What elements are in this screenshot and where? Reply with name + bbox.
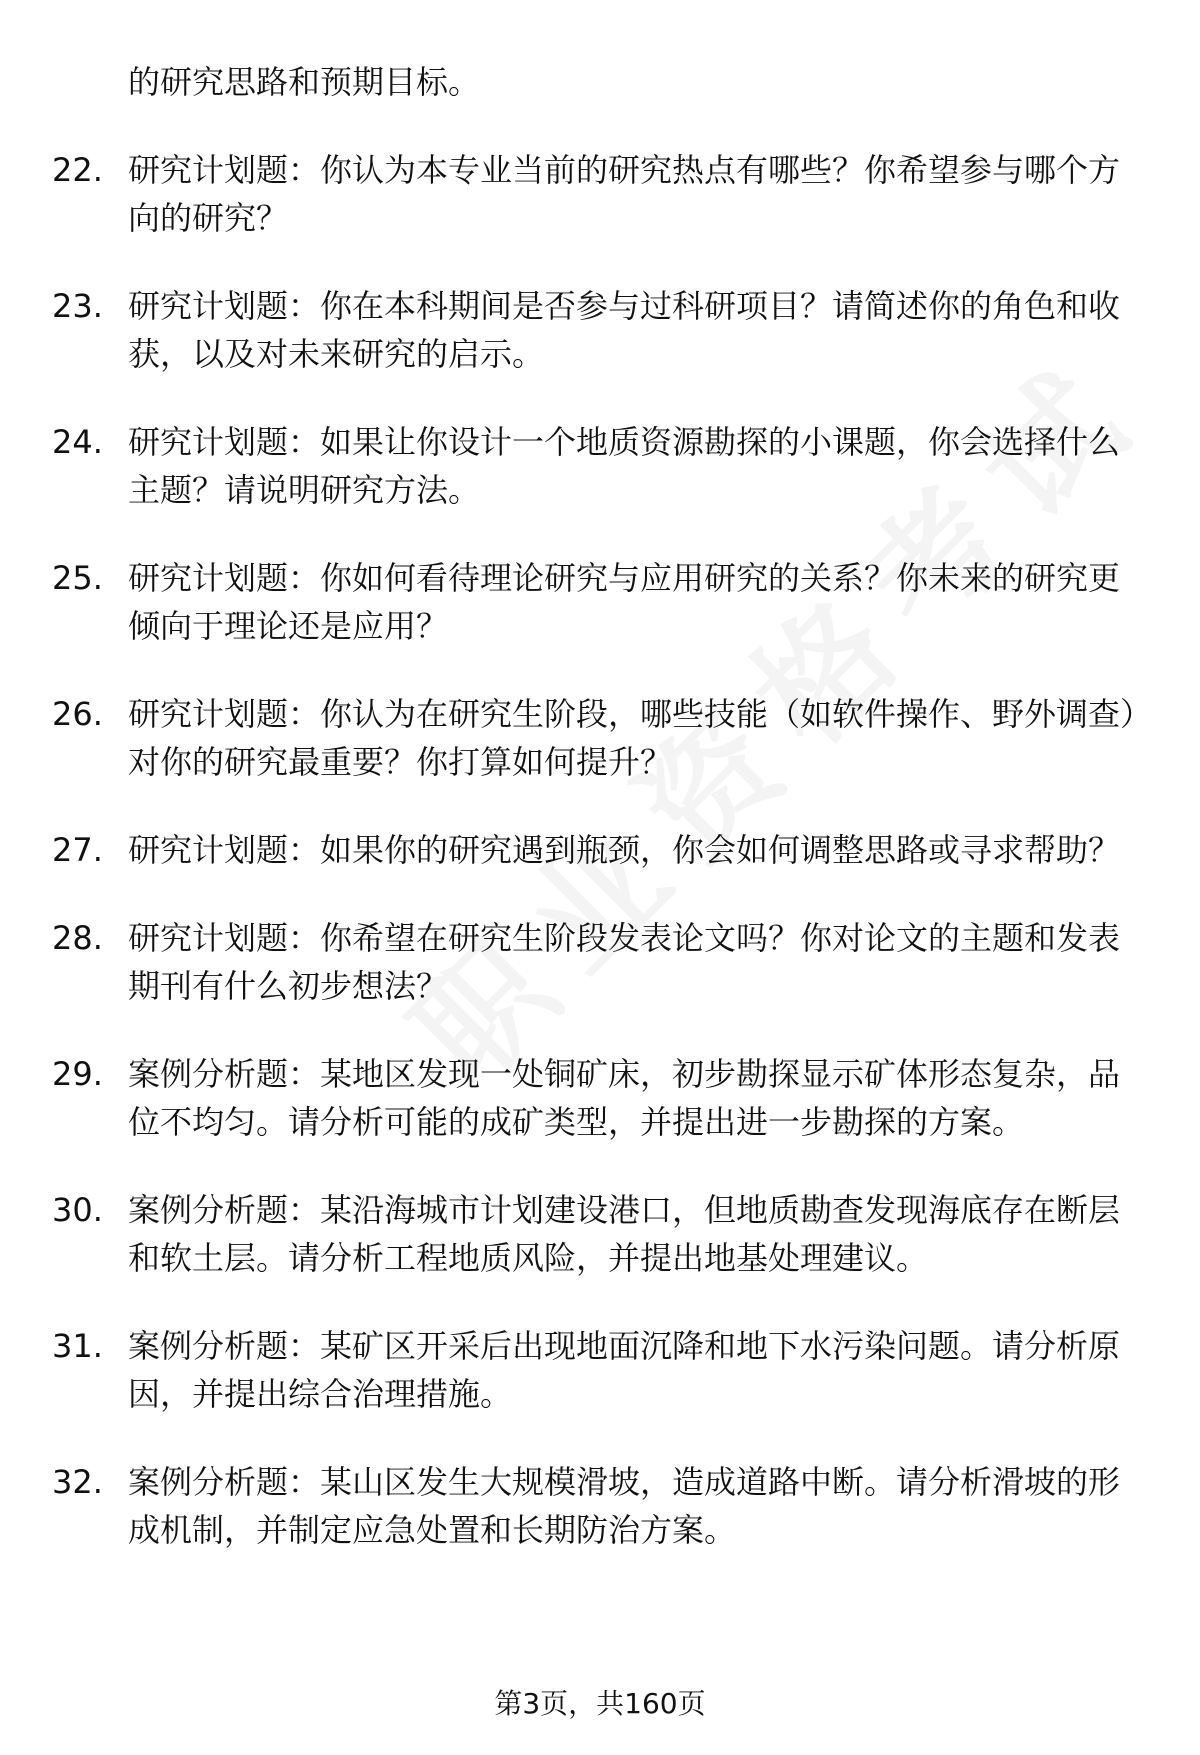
page-content <box>0 58 1200 1594</box>
question-number: 30. <box>52 1191 103 1229</box>
question-number: 27. <box>52 831 103 869</box>
question-text: 研究计划题：你认为在研究生阶段，哪些技能（如软件操作、野外调查）对你的研究最重要？你打算如何提升？ <box>128 695 1137 781</box>
question-item <box>0 282 1200 378</box>
question-number: 31. <box>52 1327 103 1365</box>
question-item <box>0 690 1200 786</box>
question-number: 24. <box>52 423 103 461</box>
question-text: 案例分析题：某山区发生大规模滑坡，造成道路中断。请分析滑坡的形成机制，并制定应急处置和长期防治方案。 <box>128 1463 1121 1549</box>
question-text: 案例分析题：某地区发现一处铜矿床，初步勘探显示矿体形态复杂，品位不均匀。请分析可能的成矿类型，并提出进一步勘探的方案。 <box>128 1055 1121 1141</box>
question-item <box>0 826 1200 874</box>
question-text: 研究计划题：你如何看待理论研究与应用研究的关系？你未来的研究更倾向于理论还是应用？ <box>128 559 1121 645</box>
question-item <box>0 1458 1200 1554</box>
question-number: 25. <box>52 559 103 597</box>
question-item <box>0 146 1200 242</box>
question-number: 32. <box>52 1463 103 1501</box>
page-footer: 第3页，共160页 <box>494 1687 706 1720</box>
question-item <box>0 1322 1200 1418</box>
question-item <box>0 914 1200 1010</box>
continuation-text: 的研究思路和预期目标。 <box>128 63 481 101</box>
question-text: 研究计划题：你希望在研究生阶段发表论文吗？你对论文的主题和发表期刊有什么初步想法？ <box>128 919 1121 1005</box>
question-number: 23. <box>52 287 103 325</box>
question-text: 研究计划题：如果让你设计一个地质资源勘探的小课题，你会选择什么主题？请说明研究方法。 <box>128 423 1121 509</box>
question-number: 26. <box>52 695 103 733</box>
question-item <box>0 1186 1200 1282</box>
question-text: 研究计划题：你在本科期间是否参与过科研项目？请简述你的角色和收获，以及对未来研究的启示。 <box>128 287 1121 373</box>
question-text: 研究计划题：如果你的研究遇到瓶颈，你会如何调整思路或寻求帮助？ <box>128 831 1121 869</box>
question-number: 22. <box>52 151 103 189</box>
question-item <box>0 1050 1200 1146</box>
question-text: 案例分析题：某矿区开采后出现地面沉降和地下水污染问题。请分析原因，并提出综合治理措施。 <box>128 1327 1121 1413</box>
question-number: 28. <box>52 919 103 957</box>
question-text: 案例分析题：某沿海城市计划建设港口，但地质勘查发现海底存在断层和软土层。请分析工程地质风险，并提出地基处理建议。 <box>128 1191 1121 1277</box>
question-text: 研究计划题：你认为本专业当前的研究热点有哪些？你希望参与哪个方向的研究？ <box>128 151 1121 237</box>
question-item <box>0 554 1200 650</box>
question-item <box>0 418 1200 514</box>
question-number: 29. <box>52 1055 103 1093</box>
